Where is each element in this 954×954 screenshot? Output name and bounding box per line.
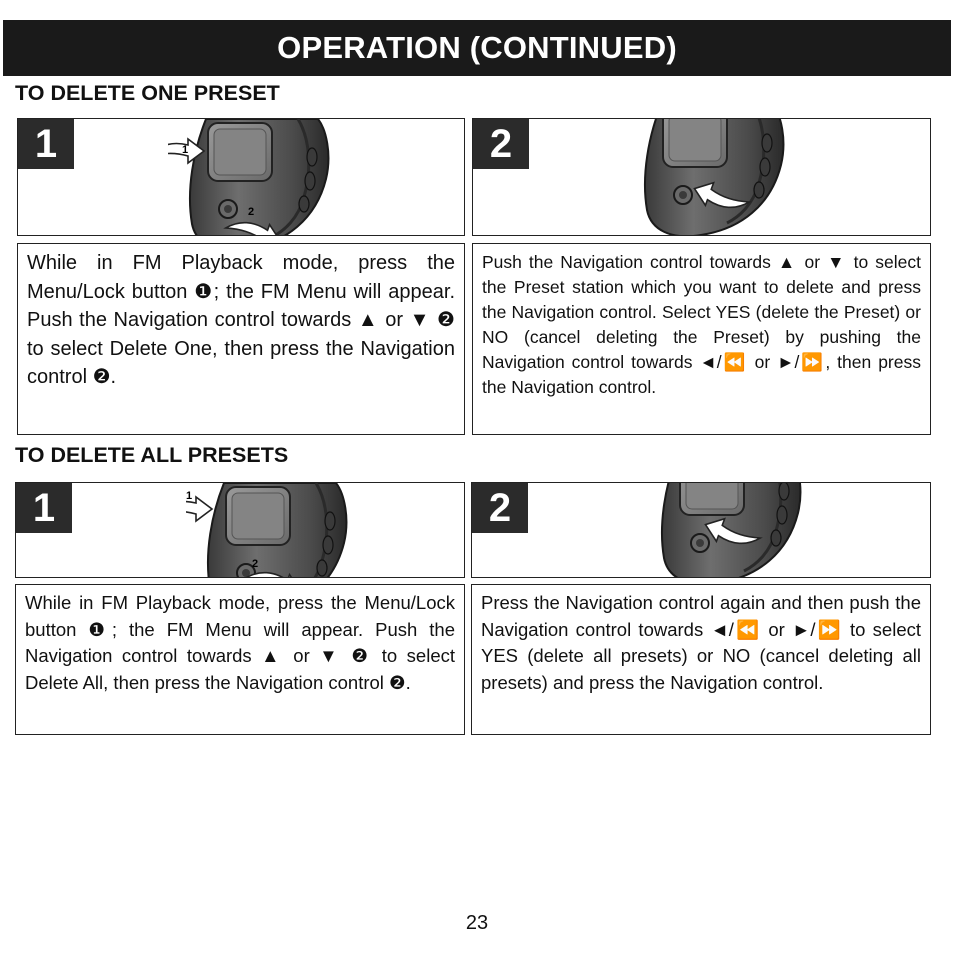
step-number-badge: 1 bbox=[18, 119, 74, 169]
section-title-delete-all: TO DELETE ALL PRESETS bbox=[15, 443, 289, 467]
step-2-text: Push the Navigation control towards ▲ or ▼ to select the Preset station which you want to delete and press the Navigation control. Select YES (delete the Preset) or NO (cancel deleting the Preset) by pushing the Navigation control towards ◄/⏪ or ►/⏩, then press the Navigation control. bbox=[482, 252, 921, 397]
step-1-instructions-delete-all bbox=[15, 584, 465, 735]
device-illustration bbox=[648, 483, 848, 578]
step-2-instructions-delete-all bbox=[471, 584, 931, 735]
step-number-badge: 2 bbox=[472, 483, 528, 533]
device-illustration bbox=[168, 119, 368, 236]
step-1-instructions-delete-one bbox=[17, 243, 465, 435]
step-1-text: While in FM Playback mode, press the Menu/Lock button ❶; the FM Menu will appear. Push the Navigation control towards ▲ or ▼ ❷ to select Delete One, then press the Navigation control ❷. bbox=[27, 252, 455, 388]
callout-number-2: 2 bbox=[248, 206, 255, 218]
callout-number-1: 1 bbox=[182, 144, 189, 156]
callout-number-2: 2 bbox=[252, 558, 259, 570]
step-2-instructions-delete-one bbox=[472, 243, 931, 435]
step-1-illustration-delete-one bbox=[17, 118, 465, 236]
page-header-banner bbox=[3, 20, 951, 76]
step-1-text: While in FM Playback mode, press the Menu/Lock button ❶; the FM Menu will appear. Push the Navigation control towards ▲ or ▼ ❷ to select Delete All, then press the Navigation control ❷. bbox=[25, 592, 455, 693]
device-illustration bbox=[633, 119, 833, 236]
step-2-illustration-delete-one bbox=[472, 118, 931, 236]
step-number-badge: 2 bbox=[473, 119, 529, 169]
step-2-text: Press the Navigation control again and then push the Navigation control towards ◄/⏪ or ►/⏩ to select YES (delete all presets) or NO (cancel deleting all presets) and press the Navigation control. bbox=[481, 592, 921, 693]
callout-number-1: 1 bbox=[186, 490, 193, 502]
step-1-illustration-delete-all bbox=[15, 482, 465, 578]
step-number-badge: 1 bbox=[16, 483, 72, 533]
device-illustration bbox=[186, 483, 386, 578]
page-number: 23 bbox=[465, 912, 489, 934]
page-title: OPERATION (CONTINUED) bbox=[277, 30, 677, 65]
step-2-illustration-delete-all bbox=[471, 482, 931, 578]
section-title-delete-one: TO DELETE ONE PRESET bbox=[15, 81, 280, 105]
